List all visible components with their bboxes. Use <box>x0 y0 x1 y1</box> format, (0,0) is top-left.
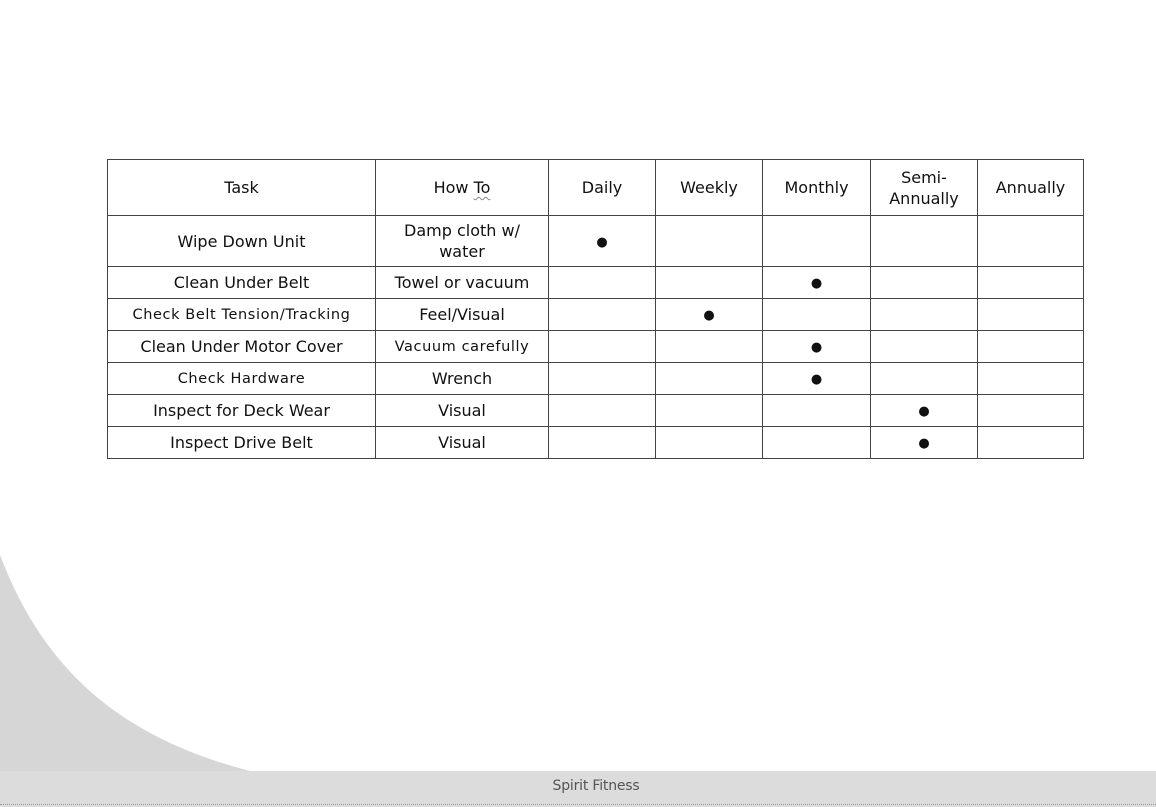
cell-task <box>108 331 376 363</box>
cell-how <box>376 267 549 299</box>
header-how-to <box>376 160 549 216</box>
cell-annually <box>978 216 1084 267</box>
header-task: Task <box>108 160 376 216</box>
frequency-mark: ● <box>918 404 930 419</box>
cell-weekly <box>656 331 763 363</box>
cell-monthly <box>763 363 871 395</box>
cell-task <box>108 427 376 459</box>
cell-daily <box>549 331 656 363</box>
header-daily: Daily <box>549 160 656 216</box>
cell-how <box>376 395 549 427</box>
cell-how <box>376 427 549 459</box>
header-semi-line1: Semi- <box>901 167 947 187</box>
cell-weekly <box>656 267 763 299</box>
cell-monthly <box>763 216 871 267</box>
cell-daily <box>549 395 656 427</box>
cell-monthly <box>763 427 871 459</box>
how-to-text: Towel or vacuum <box>394 273 530 292</box>
header-how-to-prefix: How <box>433 178 474 197</box>
cell-annually <box>978 331 1084 363</box>
cell-weekly <box>656 395 763 427</box>
cell-task <box>108 267 376 299</box>
header-weekly: Weekly <box>656 160 763 216</box>
cell-task <box>108 395 376 427</box>
task-name: Inspect for Deck Wear <box>153 401 330 420</box>
footer-dotted-rule <box>0 804 1156 806</box>
cell-task <box>108 299 376 331</box>
cell-monthly <box>763 395 871 427</box>
task-name: Inspect Drive Belt <box>170 433 313 452</box>
cell-daily <box>549 363 656 395</box>
frequency-mark: ● <box>810 276 823 291</box>
header-semi-annually <box>871 160 978 216</box>
cell-semi <box>871 216 978 267</box>
how-to-text: Visual <box>438 401 486 420</box>
cell-how <box>376 299 549 331</box>
cell-how <box>376 216 549 267</box>
cell-annually <box>978 299 1084 331</box>
cell-how <box>376 363 549 395</box>
table-row <box>108 363 1084 395</box>
cell-annually <box>978 395 1084 427</box>
footer-brand: Spirit Fitness <box>552 778 640 794</box>
cell-task <box>108 216 376 267</box>
table-row <box>108 331 1084 363</box>
cell-daily <box>549 216 656 267</box>
cell-weekly <box>656 427 763 459</box>
table-row <box>108 395 1084 427</box>
table-row <box>108 267 1084 299</box>
cell-semi <box>871 331 978 363</box>
cell-annually <box>978 363 1084 395</box>
cell-semi <box>871 363 978 395</box>
how-to-text: Visual <box>438 433 486 452</box>
table-row <box>108 427 1084 459</box>
cell-daily <box>549 299 656 331</box>
frequency-mark: ● <box>810 372 823 387</box>
cell-semi <box>871 427 978 459</box>
table-row <box>108 216 1084 267</box>
table-body <box>108 216 1084 459</box>
table-row <box>108 299 1084 331</box>
cell-semi <box>871 299 978 331</box>
cell-semi <box>871 395 978 427</box>
frequency-mark: ● <box>703 308 715 323</box>
cell-daily <box>549 267 656 299</box>
header-how-to-suffix: To <box>473 178 491 197</box>
header-semi-line2: Annually <box>889 188 959 208</box>
cell-monthly <box>763 331 871 363</box>
how-to-text: Wrench <box>431 369 493 388</box>
table-header-row <box>108 160 1084 216</box>
header-annually: Annually <box>978 160 1084 216</box>
task-name: Check Belt Tension/Tracking <box>132 307 351 323</box>
cell-how <box>376 331 549 363</box>
cell-weekly <box>656 299 763 331</box>
task-name: Clean Under Belt <box>173 273 310 292</box>
cell-annually <box>978 267 1084 299</box>
task-name: Check Hardware <box>177 371 306 387</box>
cell-weekly <box>656 363 763 395</box>
cell-daily <box>549 427 656 459</box>
frequency-mark: ● <box>596 234 608 250</box>
cell-semi <box>871 267 978 299</box>
frequency-mark: ● <box>918 436 930 451</box>
maintenance-schedule-table <box>107 159 1084 459</box>
cell-task <box>108 363 376 395</box>
cell-monthly <box>763 299 871 331</box>
header-monthly: Monthly <box>763 160 871 216</box>
frequency-mark: ● <box>810 340 823 355</box>
how-to-text: Vacuum carefully <box>394 339 530 355</box>
cell-annually <box>978 427 1084 459</box>
task-name: Wipe Down Unit <box>177 231 306 251</box>
how-to-text: Feel/Visual <box>419 305 505 324</box>
cell-monthly <box>763 267 871 299</box>
cell-weekly <box>656 216 763 267</box>
how-to-text: Damp cloth w/ water <box>404 221 520 261</box>
task-name: Clean Under Motor Cover <box>140 337 343 356</box>
